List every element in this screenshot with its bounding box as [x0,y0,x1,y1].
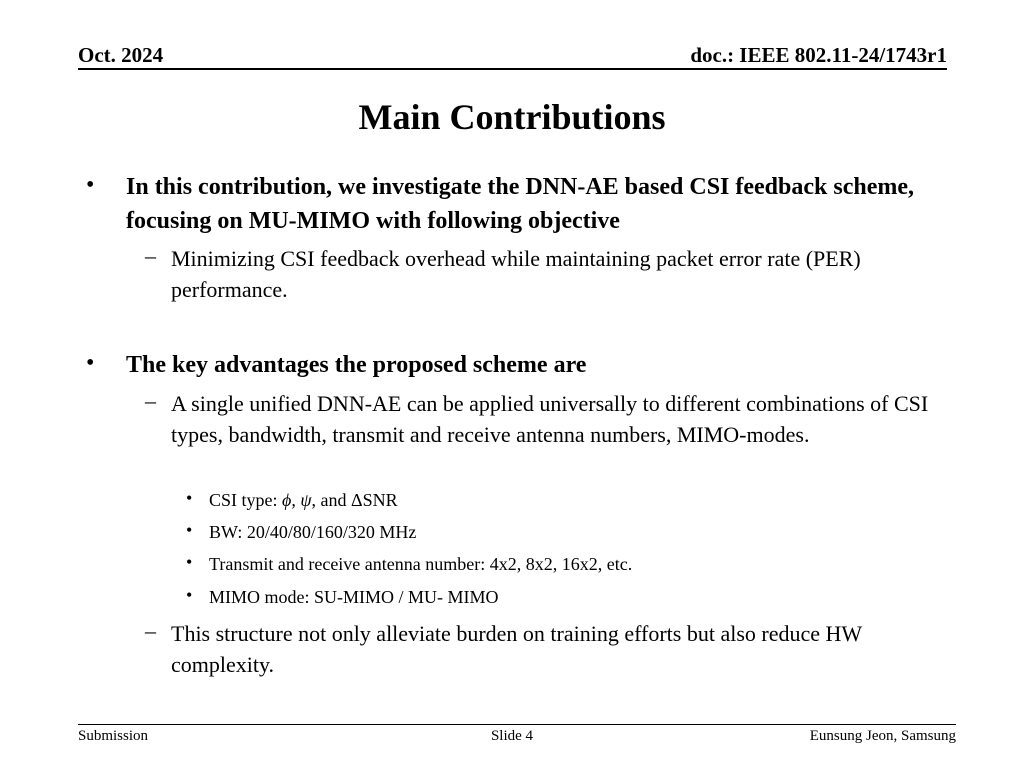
small-bullet-marker: • [186,488,193,508]
mimo-mode-item: MIMO mode: SU-MIMO / MU- MIMO [209,587,499,607]
separator: , [291,490,301,510]
footer-submission: Submission [78,728,149,744]
header-divider [78,68,947,70]
footer-slide-number: Slide 4 [490,728,534,744]
bullet-2-text: The key advantages the proposed scheme are [126,352,587,378]
csi-type-prefix: CSI type: [209,490,283,510]
bullet-marker: • [86,172,95,198]
bw-item: BW: 20/40/80/160/320 MHz [209,522,417,542]
bullet-2-sub-1: A single unified DNN-AE can be applied universally to different combinations of CSI types, bandwidth, transmit and receive antenna numbers, MIMO-modes. [171,391,929,447]
header-doc-id: doc.: IEEE 802.11-24/1743r1 [690,43,947,67]
bullet-1-sub-1: Minimizing CSI feedback overhead while maintaining packet error rate (PER) performance. [171,246,861,302]
bullet-marker: • [86,350,95,376]
slide-title: Main Contributions [358,97,666,137]
bullet-2-sub-2: This structure not only alleviate burden on training efforts but also reduce HW complexity. [171,621,862,677]
bullet-1-text: In this contribution, we investigate the DNN-AE based CSI feedback scheme, focusing on MU-MIMO with following objective [126,174,915,234]
delta-snr: ΔSNR [351,490,398,510]
phi-symbol: ϕ [282,490,292,510]
psi-symbol: ψ [300,490,312,510]
dash-marker: – [145,618,156,643]
small-bullet-marker: • [186,520,193,540]
dash-marker: – [145,388,156,413]
small-bullet-marker: • [186,552,193,572]
small-bullet-marker: • [186,585,193,605]
dash-marker: – [145,243,156,268]
antenna-item: Transmit and receive antenna number: 4x2, 8x2, 16x2, etc. [209,554,633,574]
footer-divider [78,724,956,725]
csi-type-item [209,488,398,512]
footer-author: Eunsung Jeon, Samsung [809,728,956,744]
header-date: Oct. 2024 [78,43,164,67]
separator: , and [311,490,352,510]
